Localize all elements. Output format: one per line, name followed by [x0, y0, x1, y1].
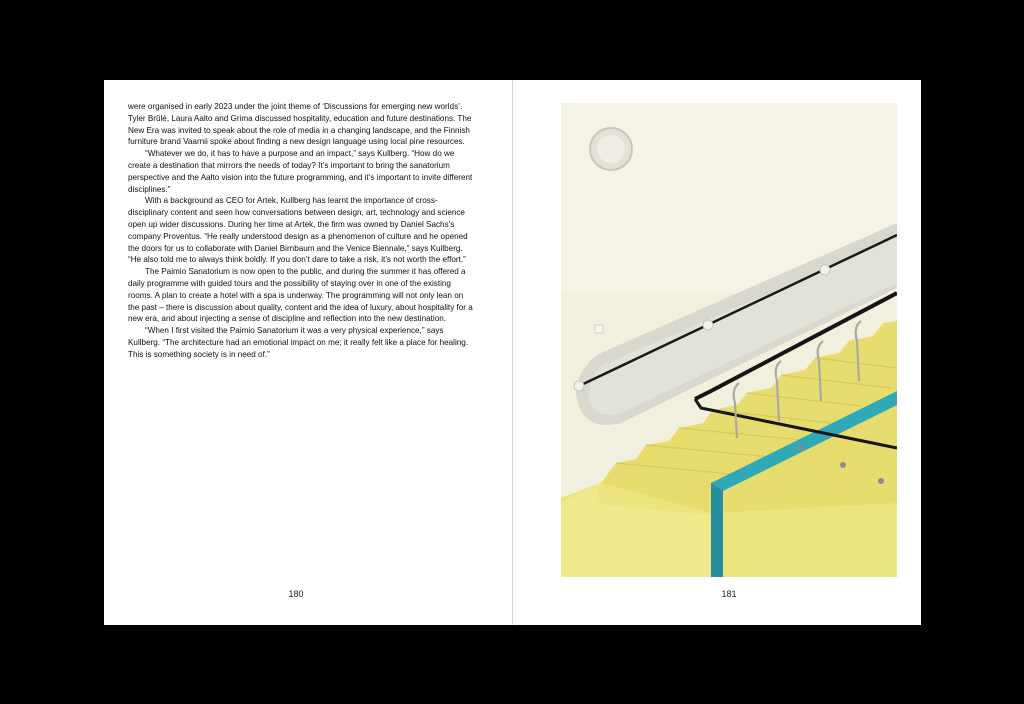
- body-text-column: [128, 101, 473, 361]
- paragraph-5: “When I first visited the Paimio Sanatorium it was a very physical experience,” says Kullberg. “The architecture had an emotional impact on me; it really felt like a place for healing. This is something society is in need of.”: [128, 326, 469, 359]
- paragraph-3: With a background as CEO for Artek, Kullberg has learnt the importance of cross-disciplinary content and seen how conversations between design, art, technology and science open up wider discussions. During her time at Artek, the firm was owned by Daniel Sachs’s company Proventus. “He really understood design as a phenomenon of culture and he opened the doors for us to collaborate with Daniel Birnbaum and the Venice Biennale,” says Kullberg. “He also told me to always think boldly. If you don’t dare to take a risk, it’s not worth the effort.”: [128, 196, 468, 265]
- book-spread: [104, 80, 921, 625]
- gutter-divider: [512, 80, 513, 625]
- page-number-left: 180: [288, 589, 304, 599]
- staircase-photo: [561, 103, 897, 577]
- paragraph-4: The Paimio Sanatorium is now open to the public, and during the summer it has offered a daily programme with guided tours and the possibility of staying over in one of the existing rooms. A plan to create a hotel with a spa is underway. The programming will not only lean on the past – there is discussion about quality, content and the idea of luxury, about hospitality for a new era, and about injecting a sense of discipline and reflection into the new destination.: [128, 267, 473, 324]
- paragraph-2: “Whatever we do, it has to have a purpose and an impact,” says Kullberg. “How do we create a destination that mirrors the needs of today? It’s important to bring the sanatorium perspective and the Aalto vision into the future programming, and it’s important to invite different disciplines.”: [128, 149, 473, 194]
- page-number-right: 181: [721, 589, 737, 599]
- paragraph-1: were organised in early 2023 under the joint theme of ‘Discussions for emerging new worlds’. Tyler Brûlé, Laura Aalto and Grima discussed hospitality, education and future destinations. The New Era was invited to speak about the role of media in a changing landscape, and the Finnish furniture brand Vaarnii spoke about finding a new design language using local pine resources.: [128, 102, 472, 147]
